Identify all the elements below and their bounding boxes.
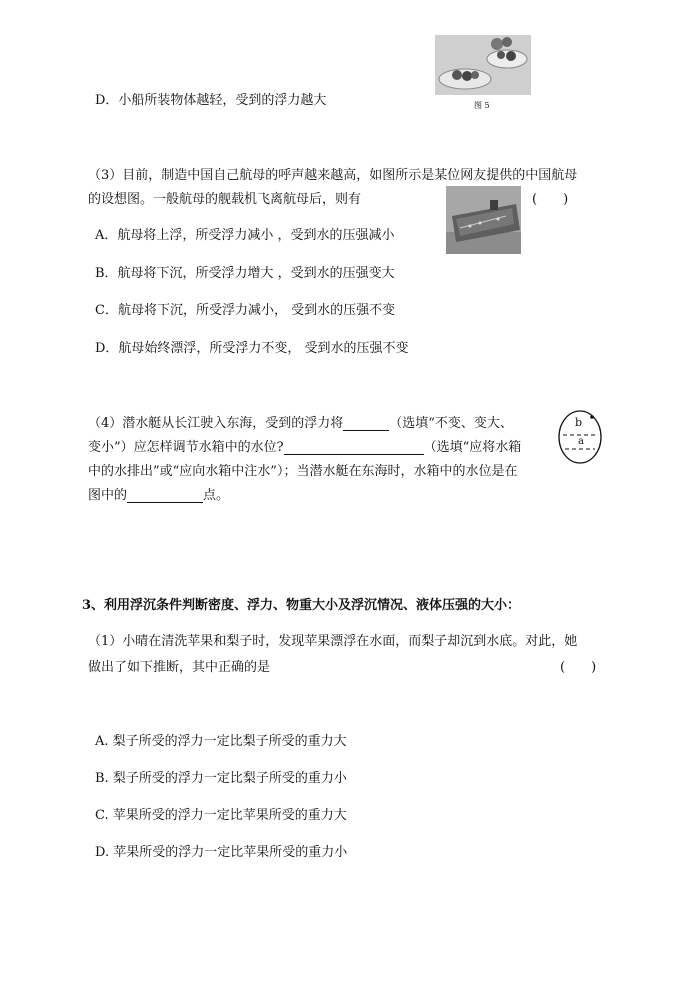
- s3-option-c: C. 苹果所受的浮力一定比苹果所受的重力大: [95, 808, 347, 823]
- diagram-label-a: a: [578, 436, 584, 447]
- section3-heading: 3、利用浮沉条件判断密度、浮力、物重大小及浮沉情况、液体压强的大小：: [82, 598, 521, 613]
- q4-line2-text-b: （选填“应将水箱: [423, 440, 522, 455]
- carrier-photo: [446, 186, 521, 254]
- q4-line4-text-b: 点。: [203, 488, 230, 503]
- q3-option-d: D．航母始终漂浮，所受浮力不变， 受到水的压强不变: [95, 341, 409, 356]
- q2-option-d: D．小船所装物体越轻，受到的浮力越大: [95, 93, 327, 108]
- q4-line4: [88, 484, 229, 503]
- q3-option-a: A．航母将上浮，所受浮力减小 ，受到水的压强减小: [95, 228, 395, 243]
- q4-line1: [88, 412, 513, 431]
- q4-line4-text-a: 图中的: [88, 488, 128, 503]
- buoyancy-change-blank[interactable]: [343, 416, 389, 431]
- s3-option-d: D. 苹果所受的浮力一定比苹果所受的重力小: [95, 845, 348, 860]
- q3-stem-line2: 的设想图。一般航母的舰载机飞离航母后，则有: [88, 192, 362, 207]
- s3-q1-line2: 做出了如下推断，其中正确的是: [88, 660, 271, 675]
- s3-option-a: A. 梨子所受的浮力一定比梨子所受的重力大: [95, 734, 347, 749]
- boats-photo: [435, 35, 531, 95]
- water-level-method-blank[interactable]: [284, 440, 424, 455]
- q4-line3: 中的水排出”或“应向水箱中注水”）；当潜水艇在东海时，水箱中的水位是在: [88, 464, 518, 479]
- q4-line1-text-a: （4）潜水艇从长江驶入东海，受到的浮力将: [88, 416, 344, 431]
- q4-line1-text-b: （选填“不变、变大、: [389, 416, 513, 431]
- q3-option-c: C．航母将下沉，所受浮力减小， 受到水的压强不变: [95, 303, 396, 318]
- q3-option-b: B．航母将下沉，所受浮力增大 ，受到水的压强变大: [95, 266, 395, 281]
- q3-answer-bracket: ( ): [532, 192, 569, 207]
- figure-caption: 图 5: [474, 101, 490, 110]
- s3-option-b: B. 梨子所受的浮力一定比梨子所受的重力小: [95, 771, 347, 786]
- water-level-point-blank[interactable]: [127, 488, 203, 503]
- s3-q1-line1: （1）小晴在清洗苹果和梨子时，发现苹果漂浮在水面，而梨子却沉到水底。对此，她: [88, 634, 578, 649]
- q4-line2-text-a: 变小”）应怎样调节水箱中的水位?: [88, 440, 284, 455]
- s3-answer-bracket: ( ): [560, 660, 597, 675]
- diagram-label-b: b: [575, 416, 583, 429]
- q4-line2: [88, 436, 521, 455]
- q3-stem-line1: （3）目前，制造中国自己航母的呼声越来越高，如图所示是某位网友提供的中国航母: [88, 168, 578, 183]
